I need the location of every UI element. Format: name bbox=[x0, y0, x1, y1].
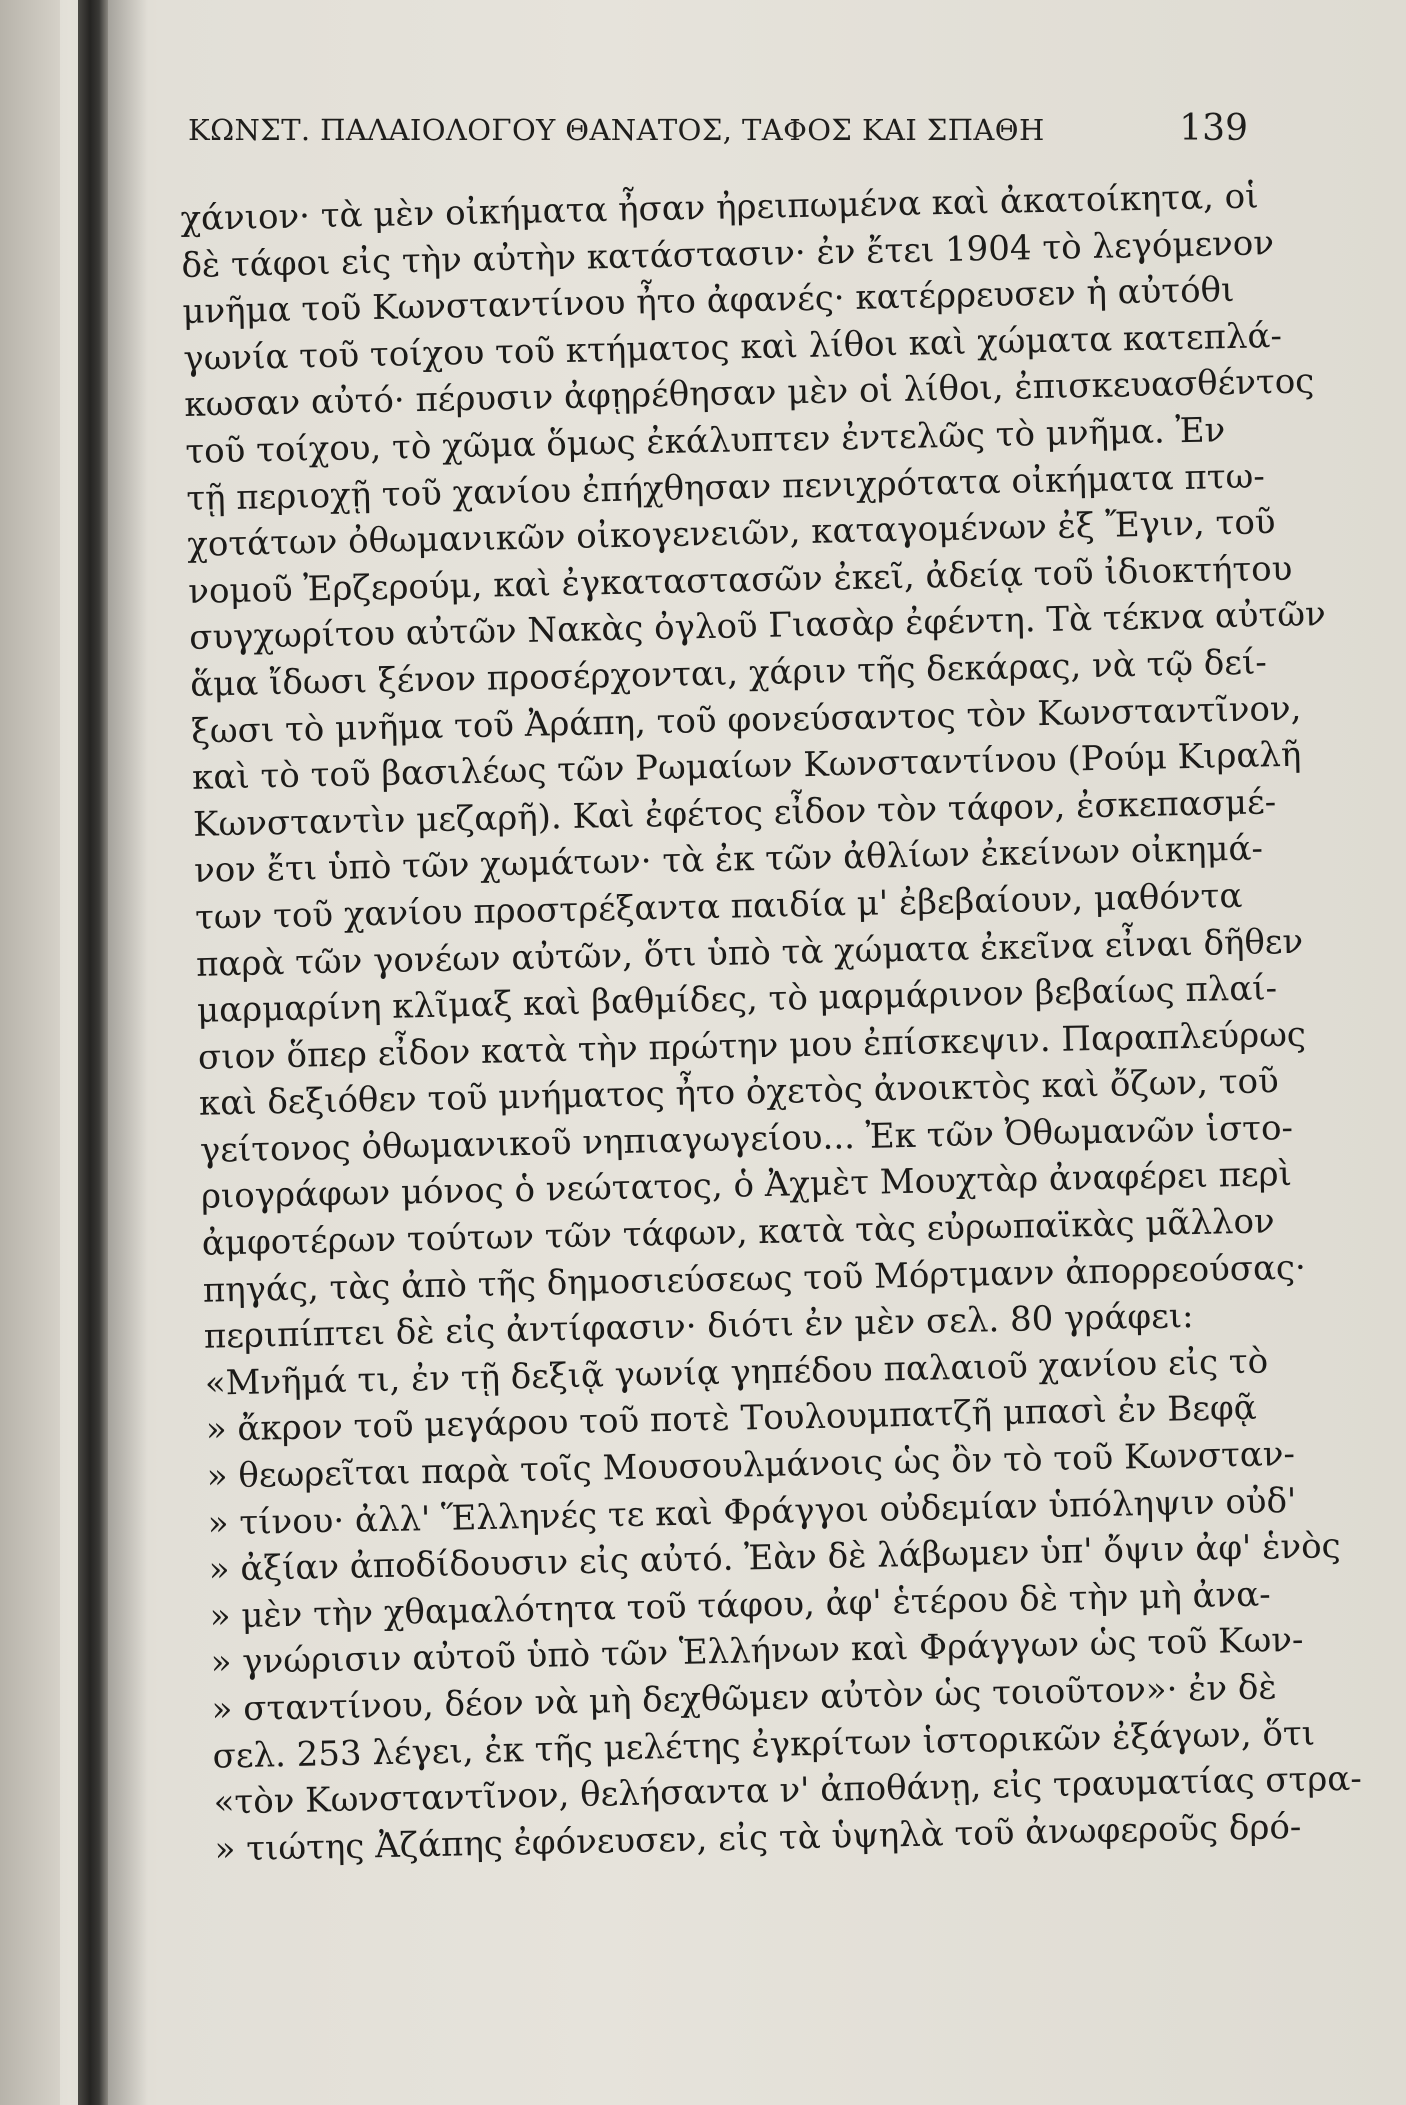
body-line: » ἄκρον τοῦ μεγάρου τοῦ ποτὲ Τουλουμπατζῆ μπασὶ ἐν Βεφᾷ bbox=[205, 1388, 1258, 1451]
body-line: τῇ περιοχῇ τοῦ χανίου ἐπήχθησαν πενιχρότατα οἰκήματα πτω- bbox=[185, 455, 1266, 519]
body-line: σελ. 253 λέγει, ἐκ τῆς μελέτης ἐγκρίτων ἱστορικῶν ἐξάγων, ὅτι bbox=[212, 1713, 1316, 1777]
gutter-shadow bbox=[108, 0, 148, 2105]
body-line: μαρμαρίνη κλῖμαξ καὶ βαθμίδες, τὸ μαρμάρινον βεβαίως πλαί- bbox=[196, 968, 1278, 1031]
book-gutter bbox=[78, 0, 108, 2105]
body-line: μνῆμα τοῦ Κωνσταντίνου ἦτο ἀφανές· κατέρρευσεν ἡ αὐτόθι bbox=[182, 270, 1235, 333]
body-line: περιπίπτει δὲ εἰς ἀντίφασιν· διότι ἐν μὲν σελ. 80 γράφει: bbox=[203, 1296, 1194, 1357]
body-line: » γνώρισιν αὐτοῦ ὑπὸ τῶν Ἑλλήνων καὶ Φράγγων ὡς τοῦ Κων- bbox=[210, 1620, 1304, 1684]
body-line: ριογράφων μόνος ὁ νεώτατος, ὁ Ἀχμὲτ Μουχτὰρ ἀναφέρει περὶ bbox=[200, 1154, 1293, 1218]
body-line: γείτονος ὀθωμανικοῦ νηπιαγωγείου... Ἐκ τῶν Ὀθωμανῶν ἱστο- bbox=[199, 1107, 1294, 1171]
body-line: » σταντίνου, δέον νὰ μὴ δεχθῶμεν αὐτὸν ὡς τοιοῦτον»· ἐν δὲ bbox=[211, 1667, 1278, 1730]
facing-page-edge bbox=[0, 0, 60, 2105]
body-line: » θεωρεῖται παρὰ τοῖς Μουσουλμάνοις ὡς ὂν τὸ τοῦ Κωνσταν- bbox=[206, 1433, 1296, 1497]
body-line: » ἀξίαν ἀποδίδουσιν εἰς αὐτό. Ἐὰν δὲ λάβωμεν ὑπ' ὄψιν ἀφ' ἑνὸς bbox=[208, 1526, 1342, 1590]
body-line: τοῦ τοίχου, τὸ χῶμα ὅμως ἐκάλυπτεν ἐντελῶς τὸ μνῆμα. Ἐν bbox=[184, 410, 1226, 472]
body-line: » τίνου· ἀλλ' Ἕλληνές τε καὶ Φράγγοι οὐδεμίαν ὑπόληψιν οὐδ' bbox=[207, 1480, 1297, 1544]
body-line: καὶ δεξιόθεν τοῦ μνήματος ἦτο ὀχετὸς ἀνοικτὸς καὶ ὄζων, τοῦ bbox=[198, 1061, 1280, 1125]
body-line: ἅμα ἴδωσι ξένον προσέρχονται, χάριν τῆς δεκάρας, νὰ τῷ δεί- bbox=[189, 642, 1268, 705]
body-text bbox=[180, 173, 1363, 1873]
body-line: ξωσι τὸ μνῆμα τοῦ Ἀράπη, τοῦ φονεύσαντος τὸν Κωνσταντῖνον, bbox=[190, 688, 1302, 752]
running-head bbox=[188, 108, 1248, 149]
body-line: γωνία τοῦ τοίχου τοῦ κτήματος καὶ λίθοι καὶ χώματα κατεπλά- bbox=[182, 315, 1283, 379]
body-line: καὶ τὸ τοῦ βασιλέως τῶν Ρωμαίων Κωνσταντίνου (Ρούμ Κιραλῆ bbox=[191, 734, 1302, 798]
body-line: «τὸν Κωνσταντῖνον, θελήσαντα ν' ἀποθάνῃ, εἰς τραυματίας στρα- bbox=[213, 1758, 1363, 1823]
body-line: σιον ὅπερ εἶδον κατὰ τὴν πρώτην μου ἐπίσκεψιν. Παραπλεύρως bbox=[197, 1014, 1307, 1078]
body-line: χάνιον· τὰ μὲν οἰκήματα ἦσαν ἠρειπωμένα καὶ ἀκατοίκητα, οἱ bbox=[180, 176, 1259, 239]
body-line: «Μνῆμά τι, ἐν τῇ δεξιᾷ γωνίᾳ γηπέδου παλαιοῦ χανίου εἰς τὸ bbox=[204, 1341, 1269, 1404]
body-line: Κωνσταντὶν μεζαρῆ). Καὶ ἐφέτος εἶδον τὸν τάφον, ἐσκεπασμέ- bbox=[192, 781, 1277, 845]
body-line: παρὰ τῶν γονέων αὐτῶν, ὅτι ὑπὸ τὰ χώματα ἐκεῖνα εἶναι δῆθεν bbox=[195, 921, 1304, 985]
body-line: δὲ τάφοι εἰς τὴν αὐτὴν κατάστασιν· ἐν ἔτει 1904 τὸ λεγόμενον bbox=[181, 222, 1275, 286]
body-line: νον ἔτι ὑπὸ τῶν χωμάτων· τὰ ἐκ τῶν ἀθλίων ἐκείνων οἰκημά- bbox=[193, 828, 1264, 892]
body-line: » τιώτης Ἀζάπης ἐφόνευσεν, εἰς τὰ ὑψηλὰ τοῦ ἀνωφεροῦς δρό- bbox=[214, 1806, 1302, 1870]
body-line: ἀμφοτέρων τούτων τῶν τάφων, κατὰ τὰς εὐρωπαϊκὰς μᾶλλον bbox=[201, 1201, 1276, 1264]
body-line: πηγάς, τὰς ἀπὸ τῆς δημοσιεύσεως τοῦ Μόρτμανν ἀπορρεούσας· bbox=[202, 1247, 1307, 1311]
body-line: συγχωρίτου αὐτῶν Νακὰς ὀγλοῦ Γιασὰρ ἐφέντη. Τὰ τέκνα αὐτῶν bbox=[188, 594, 1327, 659]
body-line: χοτάτων ὀθωμανικῶν οἰκογενειῶν, καταγομένων ἐξ Ἔγιν, τοῦ bbox=[186, 502, 1276, 566]
page-number: 139 bbox=[1179, 108, 1248, 149]
body-line: κωσαν αὐτό· πέρυσιν ἀφῃρέθησαν μὲν οἱ λίθοι, ἐπισκευασθέντος bbox=[183, 361, 1315, 426]
running-head-title: ΚΩΝΣΤ. ΠΑΛΑΙΟΛΟΓΟΥ ΘΑΝΑΤΟΣ, ΤΑΦΟΣ ΚΑΙ ΣΠΑΘΗ bbox=[188, 113, 1045, 147]
body-line: νομοῦ Ἐρζερούμ, καὶ ἐγκαταστασῶν ἐκεῖ, ἀδείᾳ τοῦ ἰδιοκτήτου bbox=[187, 548, 1293, 612]
body-line: » μὲν τὴν χθαμαλότητα τοῦ τάφου, ἀφ' ἑτέρου δὲ τὴν μὴ ἀνα- bbox=[209, 1574, 1272, 1637]
body-line: των τοῦ χανίου προστρέξαντα παιδία μ' ἐβεβαίουν, μαθόντα bbox=[194, 875, 1243, 938]
